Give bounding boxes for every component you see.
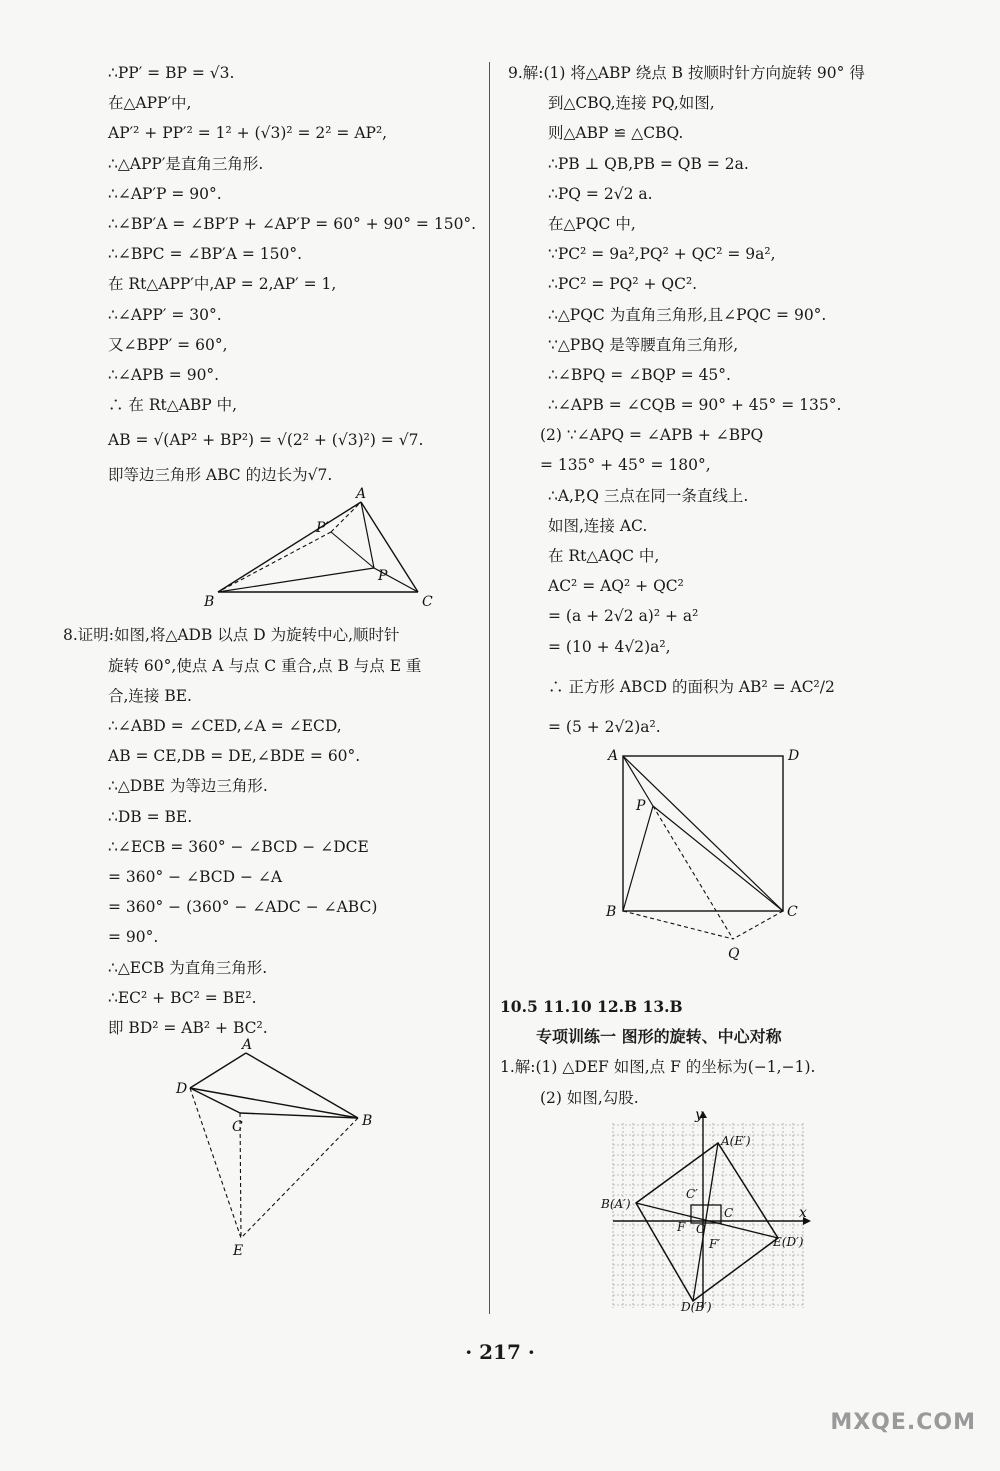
square-diagram <box>598 744 838 984</box>
text-line: (2) ∵∠APQ = ∠APB + ∠BPQ <box>540 426 764 445</box>
text-line: 合,连接 BE. <box>108 686 192 705</box>
problem-1-heading: 1.解:(1) △DEF 如图,点 F 的坐标为(−1,−1). <box>500 1058 816 1077</box>
label-y: y <box>695 1106 703 1123</box>
text-line: ∴ 在 Rt△ABP 中, <box>108 396 238 415</box>
label-b: B <box>204 594 215 611</box>
text-line: ∴∠ECB = 360° − ∠BCD − ∠DCE <box>108 837 369 856</box>
text-line: ∵△PBQ 是等腰直角三角形, <box>548 335 739 354</box>
text-line: = 360° − (360° − ∠ADC − ∠ABC) <box>108 898 378 917</box>
column-divider <box>489 62 490 1314</box>
label-c: C <box>724 1205 734 1220</box>
text-line: ∴DB = BE. <box>108 807 193 826</box>
label-a: A <box>608 747 619 764</box>
text-line: ∴EC² + BC² = BE². <box>108 988 257 1007</box>
text-line: 在△APP′中, <box>108 94 192 113</box>
triangle-diagram <box>196 486 433 615</box>
text-line: ∵PC² = 9a²,PQ² + QC² = 9a², <box>548 245 776 264</box>
text-line: = 90°. <box>108 928 159 947</box>
text-line: ∴PP′ = BP = √3. <box>108 64 235 82</box>
text-line: = 360° − ∠BCD − ∠A <box>108 867 283 886</box>
label-p: P <box>636 797 646 814</box>
text-line: ∴∠ABD = ∠CED,∠A = ∠ECD, <box>108 717 342 735</box>
label-c-prime: C′ <box>686 1186 698 1201</box>
label-c: C <box>232 1119 243 1136</box>
text-line: ∴A,P,Q 三点在同一条直线上. <box>548 486 749 505</box>
label-b: B <box>606 903 617 920</box>
text-line: 如图,连接 AC. <box>548 516 648 535</box>
text-line: ∴PQ = 2√2 a. <box>548 184 653 203</box>
text-line: 旋转 60°,使点 A 与点 C 重合,点 B 与点 E 重 <box>108 656 422 675</box>
text-line: ∴∠BPQ = ∠BQP = 45°. <box>548 365 731 384</box>
text-line: ∴△DBE 为等边三角形. <box>108 777 268 796</box>
label-c: C <box>422 594 433 611</box>
text-line: = (5 + 2√2)a². <box>548 717 661 736</box>
label-a: A <box>242 1037 253 1054</box>
text-line: ∴∠BPC = ∠BP′A = 150°. <box>108 245 302 264</box>
label-o: O <box>696 1221 706 1236</box>
figure-8 <box>108 1037 478 1263</box>
text-line: = (10 + 4√2)a², <box>548 637 671 656</box>
label-e: E <box>233 1243 244 1260</box>
label-q: Q <box>728 945 740 962</box>
text-line: ∴PB ⊥ QB,PB = QB = 2a. <box>548 154 749 173</box>
label-p-prime: P′ <box>316 520 329 537</box>
text-line: 即 BD² = AB² + BC². <box>108 1018 268 1037</box>
problem-8-heading: 8.证明:如图,将△ADB 以点 D 为旋转中心,顺时针 <box>63 626 400 645</box>
text-line: 则△ABP ≌ △CBQ. <box>548 124 684 143</box>
text-line: = (a + 2√2 a)² + a² <box>548 607 699 626</box>
label-c: C <box>787 903 798 920</box>
left-column <box>63 58 478 1263</box>
text-line: 在 Rt△AQC 中, <box>548 547 660 565</box>
figure-7 <box>108 486 478 620</box>
label-d: D <box>176 1081 188 1098</box>
problem-9-heading: 9.解:(1) 将△ABP 绕点 B 按顺时针方向旋转 90° 得 <box>508 64 865 82</box>
text-line: ∴PC² = PQ² + QC². <box>548 275 698 294</box>
coordinate-grid <box>601 1106 823 1314</box>
label-a: A(E′) <box>721 1133 751 1148</box>
text-line: ∴△ECB 为直角三角形. <box>108 958 268 977</box>
text-line: ∴∠BP′A = ∠BP′P + ∠AP′P = 60° + 90° = 150°. <box>108 214 477 233</box>
label-f-prime: F′ <box>709 1236 721 1251</box>
text-line: (2) 如图,勾股. <box>540 1088 639 1107</box>
text-line: 在△PQC 中, <box>548 214 636 233</box>
text-line: ∴∠APP′ = 30°. <box>108 305 222 324</box>
label-b: B(A′) <box>601 1196 631 1211</box>
text-line: 在 Rt△APP′中,AP = 2,AP′ = 1, <box>108 275 337 294</box>
text-line: ∴∠AP′P = 90°. <box>108 184 222 203</box>
page-number: · 217 · <box>465 1340 535 1364</box>
text-line: 又∠BPP′ = 60°, <box>108 335 228 354</box>
label-p: P <box>378 568 388 585</box>
label-x: x <box>799 1204 807 1221</box>
figure-9 <box>508 742 978 992</box>
section-title: 专项训练一 图形的旋转、中心对称 <box>536 1027 782 1047</box>
text-line: AP′² + PP′² = 1² + (√3)² = 2² = AP², <box>108 124 388 143</box>
text-line: 即等边三角形 ABC 的边长为√7. <box>108 466 333 485</box>
text-line: AB = CE,DB = DE,∠BDE = 60°. <box>108 747 361 766</box>
right-column <box>500 58 978 1314</box>
text-line: ∴∠APB = ∠CQB = 90° + 45° = 135°. <box>548 396 842 415</box>
figure-grid <box>508 1106 978 1314</box>
label-a: A <box>356 486 367 503</box>
text-line: AC² = AQ² + QC² <box>548 577 684 596</box>
text-line: ∴△PQC 为直角三角形,且∠PQC = 90°. <box>548 305 827 324</box>
text-line: ∴∠APB = 90°. <box>108 365 220 384</box>
label-b: B <box>362 1113 373 1130</box>
label-f: F <box>677 1219 686 1234</box>
label-d: D <box>788 747 800 764</box>
text-line: ∴ 正方形 ABCD 的面积为 AB² = AC²/2 <box>548 677 835 696</box>
text-line: 到△CBQ,连接 PQ,如图, <box>548 94 715 113</box>
text-line: = 135° + 45° = 180°, <box>540 456 711 475</box>
answers-line: 10.5 11.10 12.B 13.B <box>500 996 683 1016</box>
watermark: MXQE.COM <box>830 1410 976 1435</box>
label-d: D(B′) <box>681 1299 712 1314</box>
text-line: AB = √(AP² + BP²) = √(2² + (√3)²) = √7. <box>108 431 424 450</box>
text-line: ∴△APP′是直角三角形. <box>108 154 264 173</box>
quadrilateral-diagram <box>168 1037 388 1263</box>
label-e: E(D′) <box>773 1234 804 1249</box>
